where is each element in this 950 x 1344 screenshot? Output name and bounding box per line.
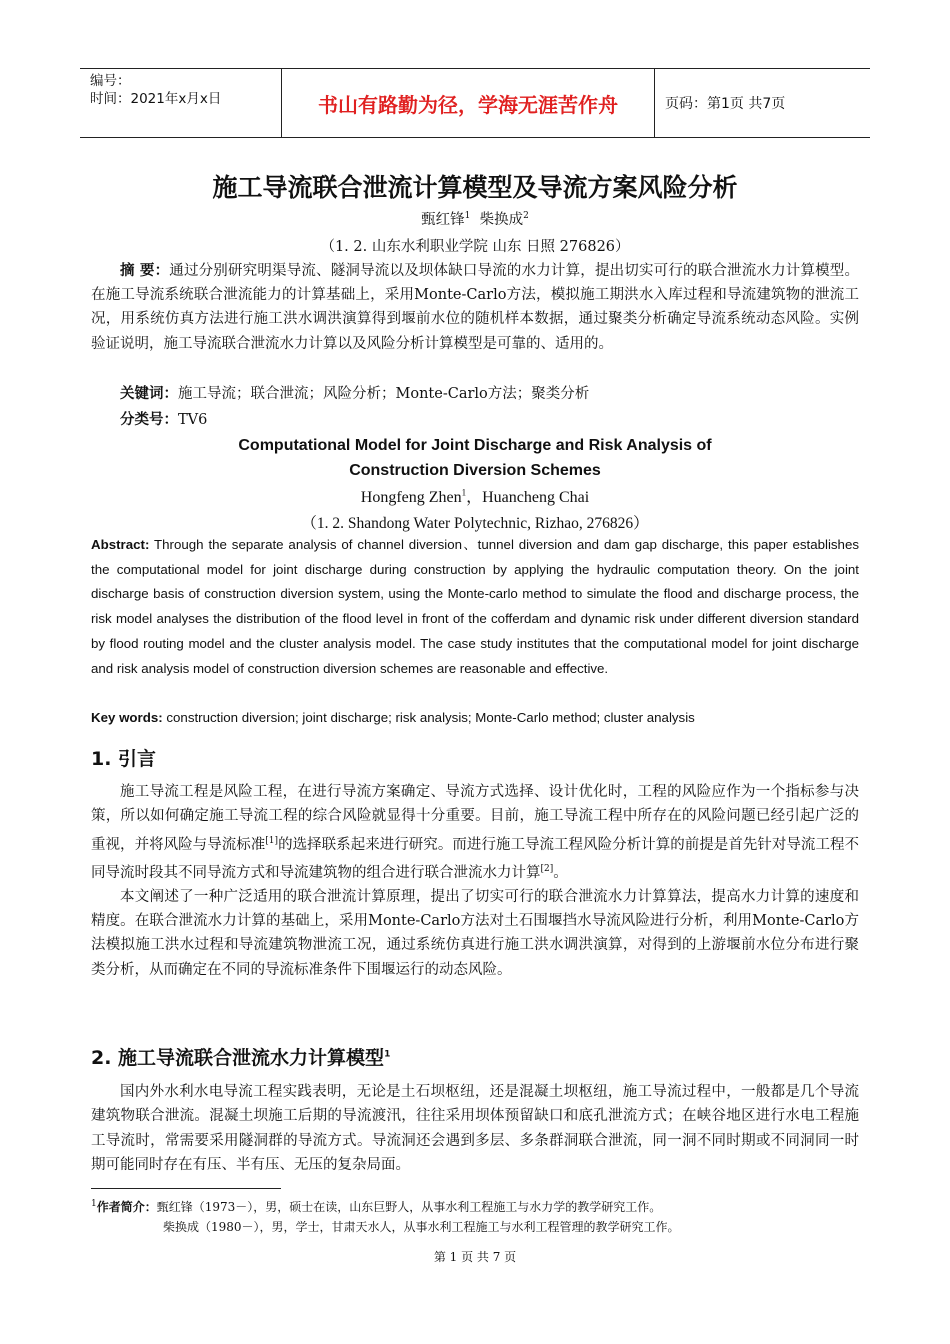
author-1-sup: 1 <box>464 211 471 222</box>
keywords-en-text: construction diversion; joint discharge; risk analysis; Monte-Carlo method; cluster analysis <box>166 710 695 725</box>
english-author-1: Hongfeng Zhen <box>360 489 462 506</box>
text-run: 施工导流工程是风险工程，在进行导流方案确定、导流方式选择、设计优化时，工程的风险应作为一个指标参与决策，所以如何确定施工导流工程的综合风险就显得十分重要。目前，施工导流工程中所存在的风险问题已经引起广泛的重视，并将风险与导流标准 <box>91 784 859 853</box>
keywords-en-label: Key words: <box>91 710 163 725</box>
keywords-en <box>91 706 859 730</box>
affiliation: （1. 2. 山东水利职业学院 山东 日照 276826） <box>320 239 630 255</box>
english-author-2: ，Huancheng Chai <box>466 489 590 506</box>
abstract-cn-label: 摘 要： <box>120 263 170 279</box>
citation-2: [2] <box>540 863 554 874</box>
keywords-cn-text: 施工导流；联合泄流；风险分析；Monte-Carlo方法；聚类分析 <box>178 386 590 402</box>
english-title <box>0 433 950 483</box>
english-affiliation: （1. 2. Shandong Water Polytechnic, Rizhao, 276826） <box>301 515 649 532</box>
english-authors <box>0 484 950 507</box>
time-label: 时间：2021年x月x日 <box>90 91 222 107</box>
section-2-heading-sup: 1 <box>384 1049 391 1060</box>
footnote-text-1: 甄红锋（1973－），男，硕士在读，山东巨野人，从事水利工程施工与水力学的教学研究工作。 <box>156 1200 662 1214</box>
abstract-en-label: Abstract: <box>91 537 150 552</box>
abstract-en-text: Through the separate analysis of channel diversion、tunnel diversion and dam gap discharge, this paper establishes the computational model for joint discharge during construction by applying the hydraulic computation theory. On the joint discharge basis of construction diversion system, using the Monte-carlo method to simulate the flood and discharge process, the risk model analyses the distribution of the flood level in front of the cofferdam and dynamic risk under different diversion standard by flood routing model and the cluster analysis model. The case study institutes that the computational model for joint discharge and risk analysis model of construction diversion schemes are reasonable and effective. <box>91 537 859 676</box>
section-2-heading <box>91 1043 390 1070</box>
section-2-paragraph-1: 国内外水利水电导流工程实践表明，无论是土石坝枢纽，还是混凝土坝枢纽，施工导流过程中，一般都是几个导流建筑物联合泄流。混凝土坝施工后期的导流渡汛，往往采用坝体预留缺口和底孔泄流方式；在峡谷地区进行水电工程施工导流时，常需要采用隧洞群的导流方式。导流洞还会遇到多层、多条群洞联合泄流，同一洞不同时期或不同洞同一时期可能同时存在有压、半有压、无压的复杂局面。 <box>91 1084 859 1173</box>
classification-label: 分类号： <box>120 412 178 428</box>
header-page-info: 页码：第1页 共7页 <box>665 96 786 112</box>
footnote-rule <box>91 1188 281 1189</box>
footnote-line-2: 柴换成（1980－），男，学士，甘肃天水人，从事水利工程施工与水利工程管理的教学研究工作。 <box>163 1220 680 1234</box>
section-2-heading-text: 2. 施工导流联合泄流水力计算模型 <box>91 1047 385 1069</box>
abstract-en <box>91 533 859 681</box>
header-divider <box>654 69 655 137</box>
citation-1: [1] <box>265 835 279 846</box>
section-1-paragraph-1 <box>91 780 859 885</box>
paper-title: 施工导流联合泄流计算模型及导流方案风险分析 <box>212 173 738 202</box>
abstract-cn <box>91 259 859 356</box>
footnote-line-1 <box>91 1194 871 1217</box>
keywords-cn <box>91 382 859 406</box>
header-meta <box>90 72 280 108</box>
english-title-line-1: Computational Model for Joint Discharge and Risk Analysis of <box>238 437 712 454</box>
footnote-label: 作者简介： <box>96 1200 157 1214</box>
page-header <box>80 68 870 138</box>
page-footer: 第 1 页 共 7 页 <box>433 1250 517 1264</box>
footnote-mark: 1 <box>91 1199 97 1209</box>
section-1-heading: 1. 引言 <box>91 748 157 770</box>
footnote <box>91 1194 871 1237</box>
authors <box>0 208 950 229</box>
abstract-cn-text: 通过分别研究明渠导流、隧洞导流以及坝体缺口导流的水力计算，提出切实可行的联合泄流水力计算模型。在施工导流系统联合泄流能力的计算基础上，采用Monte-Carlo方法，模拟施工期洪水入库过程和导流建筑物的泄流工况，用系统仿真方法进行施工洪水调洪演算得到堰前水位的随机样本数据，通过聚类分析确定导流系统动态风险。实例验证说明，施工导流联合泄流水力计算以及风险分析计算模型是可靠的、适用的。 <box>91 263 859 352</box>
section-2-body <box>91 1080 859 1177</box>
author-1: 甄红锋 <box>421 212 465 228</box>
section-1-paragraph-2: 本文阐述了一种广泛适用的联合泄流计算原理，提出了切实可行的联合泄流水力计算算法，提高水力计算的速度和精度。在联合泄流水力计算的基础上，采用Monte-Carlo方法对土石围堰挡水导流风险进行分析，利用Monte-Carlo方法模拟施工洪水过程和导流建筑物泄流工况，通过系统仿真进行施工洪水调洪演算，对得到的上游堰前水位分布进行聚类分析，从而确定在不同的导流标准条件下围堰运行的动态风险。 <box>91 888 859 978</box>
author-2-sup: 2 <box>523 211 529 222</box>
author-2: 柴换成 <box>479 212 524 228</box>
english-author-1-sup: 1 <box>461 487 467 498</box>
classification <box>91 408 859 432</box>
section-1-body <box>91 780 859 982</box>
keywords-cn-label: 关键词： <box>120 386 178 402</box>
classification-text: TV6 <box>178 412 208 428</box>
text-run: 。 <box>553 864 568 881</box>
number-label: 编号： <box>90 73 131 89</box>
header-motto: 书山有路勤为径，学海无涯苦作舟 <box>318 92 618 117</box>
text-run: 的选择联系起来进行研究。而进行施工导流工程风险分析计算的前提是首先针对导流工程不同导流时段其不同导流方式和导流建筑物的组合进行联合泄流水力计算 <box>91 836 860 881</box>
english-title-line-2: Construction Diversion Schemes <box>349 462 601 479</box>
